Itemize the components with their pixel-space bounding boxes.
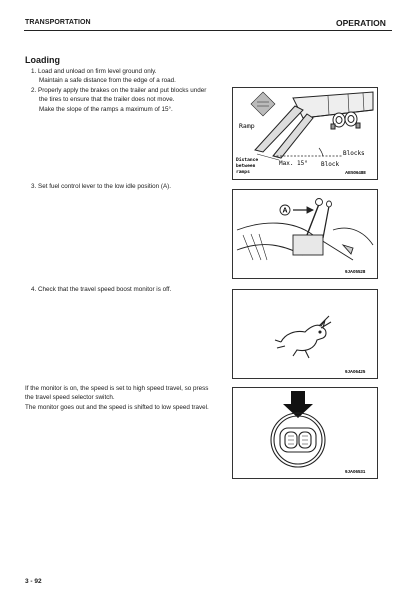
step-1-line-2: Maintain a safe distance from the edge of a road. <box>39 77 176 85</box>
step-1-line-1: 1. Load and unload on firm level ground only. <box>31 68 157 75</box>
step-3 <box>31 182 171 191</box>
distance-label-line-2: between <box>236 164 256 169</box>
step-4 <box>31 285 171 294</box>
speed-switch-figure <box>232 387 378 479</box>
block-label: Block <box>321 161 340 168</box>
section-title: Loading <box>25 55 60 65</box>
fuel-lever-figure <box>232 189 378 279</box>
switch-figure-code: 9JA06531 <box>345 469 366 474</box>
fuel-figure-code: 9JA05528 <box>345 269 366 274</box>
note-line-1: If the monitor is on, the speed is set to high speed travel, so press <box>25 385 209 392</box>
monitor-figure-code: 9JA06425 <box>345 369 366 374</box>
step-3-line-1: 3. Set fuel control lever to the low idle position (A). <box>31 183 172 190</box>
rabbit-icon <box>233 290 377 378</box>
note-line-3: The monitor goes out and the speed is shifted to low speed travel. <box>25 403 209 411</box>
step-2 <box>31 86 206 114</box>
header-rule <box>24 30 392 31</box>
step-2-line-3: Make the slope of the ramps a maximum of 15°. <box>39 105 173 113</box>
distance-label-line-1: Distance <box>236 158 259 163</box>
press-arrow-icon <box>283 391 313 418</box>
blocks-label: Blocks <box>343 150 365 157</box>
distance-label-line-3: ramps <box>236 170 250 175</box>
monitor-note <box>25 384 209 412</box>
header-chapter-title: OPERATION <box>336 18 386 28</box>
callout-a-label: A <box>282 207 288 215</box>
step-1 <box>31 67 176 86</box>
fuel-lever-illustration <box>233 190 377 278</box>
step-2-line-2: the tires to ensure that the trailer does not move. <box>39 96 175 104</box>
ramp-illustration <box>233 88 377 179</box>
note-line-2: the travel speed selector switch. <box>25 394 115 402</box>
header-section-title: TRANSPORTATION <box>25 19 91 26</box>
step-4-line-1: 4. Check that the travel speed boost monitor is off. <box>31 286 172 293</box>
ramp-figure <box>232 87 378 180</box>
step-2-line-1: 2. Properly apply the brakes on the trailer and put blocks under <box>31 87 207 94</box>
speed-selector-switch-icon <box>233 388 377 478</box>
ramp-label: Ramp <box>239 122 255 130</box>
boost-monitor-figure <box>232 289 378 379</box>
ramp-figure-code: AE506488 <box>345 170 366 175</box>
max-angle-label: Max. 15° <box>279 160 308 167</box>
page-number: 3 - 92 <box>25 578 42 585</box>
